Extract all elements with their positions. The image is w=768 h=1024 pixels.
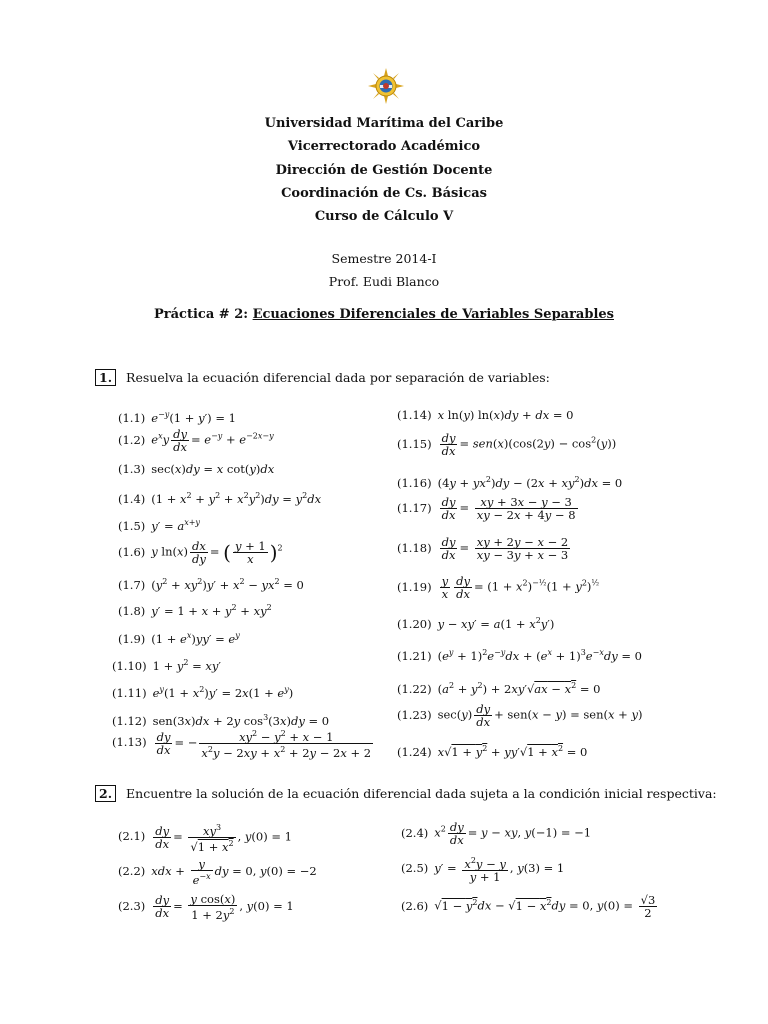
exercise-1-20: (1.20) $y - xy' = a(1 + x^2y')$ xyxy=(397,616,555,631)
course-name: Curso de Cálculo V xyxy=(314,209,454,225)
section-1-heading xyxy=(95,369,550,386)
exercise-1-2: (1.2) $e^xy$ $\frac{dy}{dx}$ = $e^{-y} + e^{-2x-y}$ xyxy=(118,427,274,454)
exercise-1-18: (1.18) $\frac{dy}{dx}$ = $\frac{xy + 2y - x - 2}{xy - 3y + x - 3}$ xyxy=(397,535,569,562)
vice-rectorate: Vicerrectorado Académico xyxy=(287,139,481,155)
exercise-1-14: (1.14) x ln(y) ln(x)dy + dx = 0 xyxy=(397,408,574,422)
exercise-1-22: (1.22) $(a^2 + y^2) + 2xy'√ax - x^2 = 0$ xyxy=(397,681,601,696)
university-name: Universidad Marítima del Caribe xyxy=(264,116,504,131)
exercise-1-9: (1.9) $(1 + e^x)yy' = e^y$ xyxy=(118,631,240,646)
exercise-2-3: (2.3) $\frac{dy}{dx}$ = $\frac{\text{y cos(x)}}{1 + 2y^2}$ , y(0) = 1 xyxy=(118,892,294,922)
exercise-1-1: (1.1) $e^{-y}(1 + y') = 1$ xyxy=(118,410,236,425)
exercise-1-19: (1.19) $\frac{y}{x}$ $\frac{dy}{dx}$ = $(1 + x^2)^{-\frac{1}{2}}(1 + y^2)^{\frac{1}{2}}$ xyxy=(397,574,600,601)
exercise-1-24: (1.24) $x√1 + y^2 + yy'√1 + x^2 = 0$ xyxy=(397,744,588,759)
exercise-1-3: (1.3) sec(x)dy = x cot(y)dx xyxy=(118,462,275,476)
section-2-number: 2. xyxy=(95,785,116,802)
section-1-instruction: Resuelva la ecuación diferencial dada por separación de variables: xyxy=(126,370,550,385)
exercise-1-5: (1.5) $y' = a^{x+y}$ xyxy=(118,518,200,533)
coordination: Coordinación de Cs. Básicas xyxy=(281,185,487,201)
exercise-1-21: (1.21) $(e^y + 1)^2e^{-y}dx + (e^x + 1)^3e^{-x}dy = 0$ xyxy=(397,648,642,663)
exercise-1-12: (1.12) sen(3x)dx + 2y $\cos^3(3x)dy = 0$ xyxy=(112,713,330,728)
exercise-1-4: (1.4) $(1 + x^2 + y^2 + x^2y^2)dy = y^2dx$ xyxy=(118,491,322,506)
professor: Prof. Eudi Blanco xyxy=(328,274,440,289)
section-2-instruction: Encuentre la solución de la ecuación diferencial dada sujeta a la condición inicial respectiva: xyxy=(126,786,717,801)
section-1-number: 1. xyxy=(95,369,116,386)
exercise-2-2: (2.2) xdx + $\frac{y}{e^{-x}}$ dy = 0, y(0) = −2 xyxy=(118,857,317,887)
exercise-1-17: (1.17) $\frac{dy}{dx}$ = $\frac{xy + 3x - y - 3}{xy - 2x + 4y - 8}$ xyxy=(397,495,576,522)
semester: Semestre 2014-I xyxy=(331,251,437,266)
exercise-2-4: (2.4) $x^2$ $\frac{dy}{dx}$ = y − xy, y(−1) = −1 xyxy=(401,820,592,847)
semester-block xyxy=(0,247,768,293)
exercise-1-10: (1.10) $1 + y^2 = xy'$ xyxy=(112,658,222,673)
exercise-1-15: (1.15) $\frac{dy}{dx}$ = $sen(x)(\cos(2y) - \cos^2(y))$ xyxy=(397,431,617,458)
exercise-1-8: (1.8) $y' = 1 + x + y^2 + xy^2$ xyxy=(118,603,272,618)
exercise-1-23: (1.23) sec(y) $\frac{dy}{dx}$ + sen(x − y) = sen(x + y) xyxy=(397,702,643,729)
practice-topic: Ecuaciones Diferenciales de Variables Separables xyxy=(252,307,614,322)
section-2-heading xyxy=(95,785,717,802)
practice-title xyxy=(0,307,768,322)
exercise-1-6: (1.6) y ln(x) $\frac{dx}{dy}$ = ( $\frac{y + 1}{x}$ )$^2$ xyxy=(118,539,283,566)
exercise-2-5: (2.5) y′ = $\frac{x^2y - y}{y + 1}$ , y(3) = 1 xyxy=(401,856,565,884)
exercise-1-7: (1.7) $(y^2 + xy^2)y' + x^2 - yx^2 = 0$ xyxy=(118,577,304,592)
direction: Dirección de Gestión Docente xyxy=(275,162,493,178)
institution-header xyxy=(0,112,768,228)
exercise-1-11: (1.11) $e^y(1 + x^2)y' = 2x(1 + e^y)$ xyxy=(112,685,294,700)
practice-prefix: Práctica # 2: xyxy=(154,307,249,322)
exercise-1-16: (1.16) $(4y + yx^2)dy - (2x + xy^2)dx = 0$ xyxy=(397,475,623,490)
exercise-2-1: (2.1) $\frac{dy}{dx}$ = $\frac{xy^3}{√1 + x^2}$ , y(0) = 1 xyxy=(118,823,292,854)
exercise-2-6: (2.6) $√1 - y^2dx - √1 - x^2dy = 0$, y(0) = $\frac{√3}{2}$ xyxy=(401,893,656,920)
exercise-1-13: (1.13) $\frac{dy}{dx}$ = − $\frac{xy^2 - y^2 + x - 1}{x^2y - 2xy + x^2 + 2y - 2x + 2}$ xyxy=(112,729,372,760)
university-seal-logo xyxy=(368,68,404,104)
